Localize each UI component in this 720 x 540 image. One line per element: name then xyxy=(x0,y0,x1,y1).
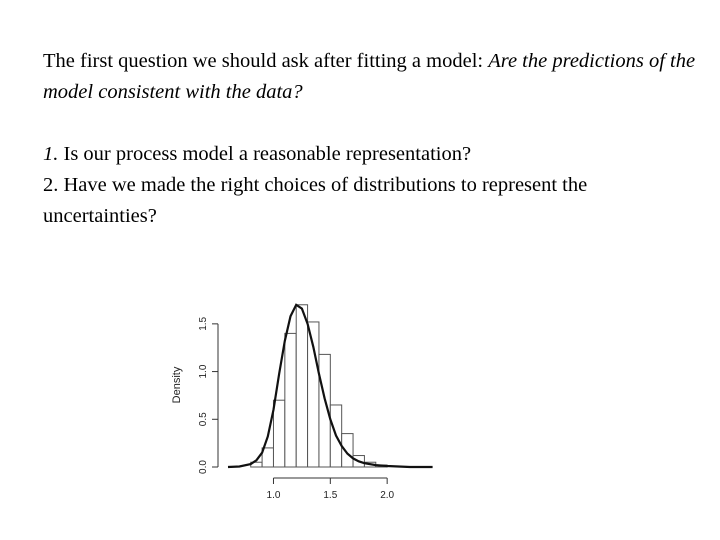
x-axis xyxy=(267,478,395,501)
histogram-bars xyxy=(251,305,387,467)
paragraph-gap xyxy=(43,108,703,139)
intro-question: Are the predictions of the model consistent with the data? xyxy=(43,50,696,103)
x-tick-label: 1.5 xyxy=(323,490,338,501)
y-tick-label: 0.5 xyxy=(198,412,209,427)
question-1-number: 1. xyxy=(43,143,59,165)
slide-text xyxy=(43,46,703,232)
histogram-bar xyxy=(296,305,307,467)
x-tick-label: 1.0 xyxy=(266,490,281,501)
question-1 xyxy=(43,139,703,170)
histogram-bar xyxy=(285,333,296,467)
y-axis xyxy=(198,316,218,473)
density-histogram-chart xyxy=(160,290,460,510)
y-tick-label: 0.0 xyxy=(198,460,209,474)
question-2: 2. Have we made the right choices of distributions to represent the uncertainties? xyxy=(43,174,588,227)
x-tick-label: 2.0 xyxy=(380,490,395,501)
y-tick-label: 1.5 xyxy=(198,316,209,331)
intro-paragraph xyxy=(43,46,703,108)
histogram-bar xyxy=(273,400,284,467)
question-1-text: Is our process model a reasonable representation? xyxy=(58,143,472,165)
y-tick-label: 1.0 xyxy=(198,364,209,379)
intro-text: The first question we should ask after fitting a model: xyxy=(43,50,489,72)
y-axis-label: Density xyxy=(171,366,183,404)
histogram-bar xyxy=(342,434,353,467)
